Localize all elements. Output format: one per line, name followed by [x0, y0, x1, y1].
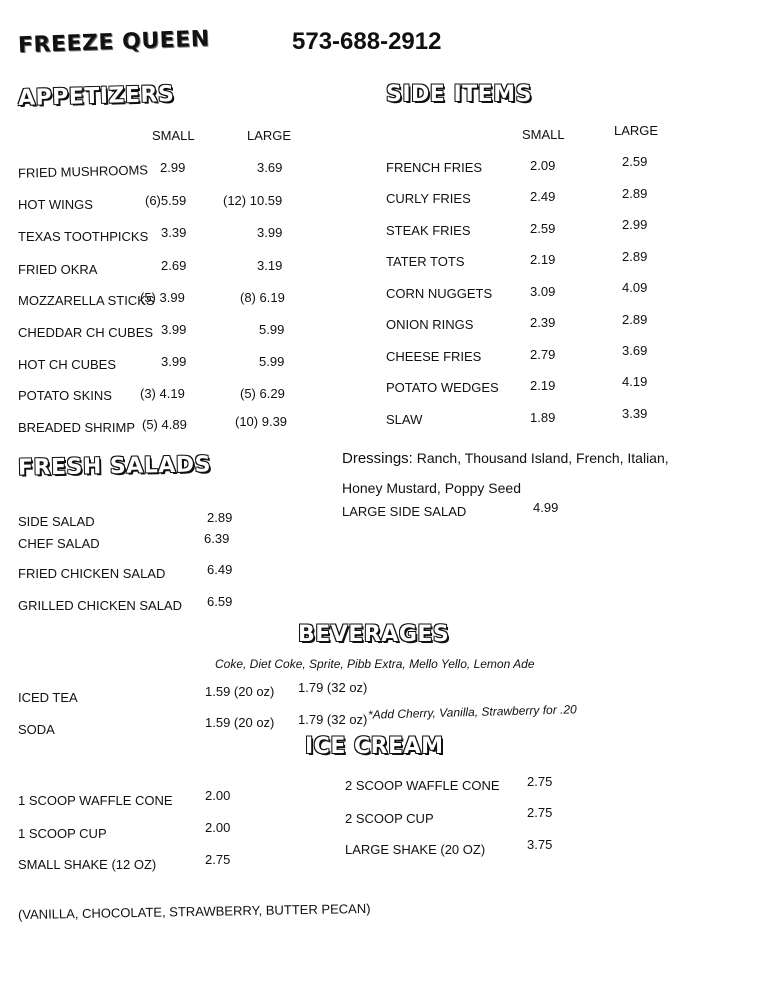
price-large: (10) 9.39	[235, 414, 288, 429]
price-small: 2.59	[530, 221, 556, 236]
price-small: 1.89	[530, 410, 556, 425]
price-large: 1.79 (32 oz)	[298, 680, 368, 695]
price-large: 2.59	[622, 154, 648, 169]
price-large: (8) 6.19	[240, 290, 285, 305]
price-small: 2.79	[530, 347, 556, 362]
side-items-title: SIDE ITEMS	[386, 82, 532, 107]
price-large: 5.99	[259, 322, 285, 337]
list-item: ICED TEA	[18, 690, 78, 705]
price-small: 2.69	[161, 258, 187, 273]
list-item: SLAW	[386, 412, 423, 427]
dressings-line-1	[342, 450, 669, 467]
price-small: (5) 4.89	[142, 417, 187, 432]
store-name: FREEZE QUEEN	[17, 26, 211, 59]
price-large: 3.69	[257, 160, 283, 175]
side-items-small-header: SMALL	[522, 127, 565, 142]
list-item: FRIED CHICKEN SALAD	[18, 566, 166, 581]
list-item: 1 SCOOP CUP	[18, 826, 107, 841]
price-small: 3.99	[161, 322, 187, 337]
list-item: 2 SCOOP WAFFLE CONE	[345, 778, 500, 793]
price-large: (5) 6.29	[240, 386, 285, 401]
price-small: 3.99	[161, 354, 187, 369]
fresh-salads-title: FRESH SALADS	[17, 452, 212, 481]
price: 6.49	[207, 562, 233, 577]
price-large: 3.69	[622, 343, 648, 358]
appetizers-large-header: LARGE	[247, 128, 292, 143]
price: 2.89	[207, 510, 233, 525]
ice-cream-flavors: (VANILLA, CHOCOLATE, STRAWBERRY, BUTTER PECAN)	[17, 900, 371, 923]
price-large: 2.89	[622, 186, 648, 201]
price: 6.59	[207, 594, 233, 609]
price-small: 2.99	[160, 160, 186, 175]
list-item: TATER TOTS	[386, 254, 465, 269]
list-item: CHEESE FRIES	[386, 349, 482, 364]
list-item: LARGE SHAKE (20 OZ)	[345, 842, 486, 857]
price-large: 4.09	[622, 280, 648, 295]
appetizers-title: APPETIZERS	[17, 81, 175, 112]
price-small: 1.59 (20 oz)	[205, 715, 275, 730]
list-item: SIDE SALAD	[18, 514, 95, 529]
price-small: 2.09	[530, 158, 556, 173]
list-item: FRIED OKRA	[18, 262, 98, 277]
price-large: 5.99	[259, 354, 285, 369]
price-large: 3.19	[257, 258, 283, 273]
soda-flavor-note: *Add Cherry, Vanilla, Strawberry for .20	[367, 702, 577, 722]
list-item: FRIED MUSHROOMS	[17, 162, 149, 181]
beverages-title: BEVERAGES	[298, 622, 450, 647]
list-item: FRENCH FRIES	[386, 160, 483, 175]
price-small: 2.39	[530, 315, 556, 330]
dressings-line-2: Honey Mustard, Poppy Seed	[342, 480, 521, 496]
list-item: BREADED SHRIMP	[18, 420, 136, 435]
phone-number: 573-688-2912	[292, 28, 442, 55]
list-item: 1 SCOOP WAFFLE CONE	[18, 793, 173, 808]
list-item: ONION RINGS	[386, 317, 474, 332]
price: 2.75	[205, 852, 231, 867]
price-small: 2.49	[530, 189, 556, 204]
list-item: HOT CH CUBES	[18, 357, 116, 372]
price-small: 3.09	[530, 284, 556, 299]
appetizers-small-header: SMALL	[152, 128, 195, 143]
price-small: (3) 4.19	[140, 386, 185, 401]
price-small: 2.19	[530, 378, 556, 393]
list-item: HOT WINGS	[18, 197, 93, 212]
list-item: CHEF SALAD	[18, 536, 100, 551]
list-item: CORN NUGGETS	[386, 286, 493, 301]
dressings-label: Dressings:	[342, 450, 413, 467]
list-item: CURLY FRIES	[386, 191, 471, 206]
list-item: MOZZARELLA STICKS	[18, 293, 155, 308]
price: 2.00	[205, 820, 231, 835]
side-items-large-header: LARGE	[614, 123, 659, 138]
price-large: 4.19	[622, 374, 648, 389]
price-small: (5) 3.99	[140, 290, 185, 305]
list-item: POTATO SKINS	[18, 388, 112, 403]
price: 2.75	[527, 805, 553, 820]
list-item: SODA	[18, 722, 55, 737]
price-large: 1.79 (32 oz)	[298, 712, 368, 727]
price: 3.75	[527, 837, 553, 852]
ice-cream-title: ICE CREAM	[305, 734, 444, 759]
price-large: 2.89	[622, 249, 648, 264]
large-side-salad: LARGE SIDE SALAD	[342, 504, 467, 519]
list-item: 2 SCOOP CUP	[345, 811, 434, 826]
dressings-options: Ranch, Thousand Island, French, Italian,	[416, 450, 669, 466]
list-item: SMALL SHAKE (12 OZ)	[18, 857, 157, 872]
price-large: 3.99	[257, 225, 283, 240]
price: 2.75	[527, 774, 553, 789]
list-item: GRILLED CHICKEN SALAD	[18, 598, 182, 613]
price: 2.00	[205, 788, 231, 803]
price-small: 3.39	[161, 225, 187, 240]
price-small: 2.19	[530, 252, 556, 267]
list-item: CHEDDAR CH CUBES	[18, 325, 154, 340]
price-large: 2.99	[622, 217, 648, 232]
price-large: (12) 10.59	[223, 193, 283, 208]
beverage-flavors: Coke, Diet Coke, Sprite, Pibb Extra, Mello Yello, Lemon Ade	[215, 657, 535, 671]
list-item: STEAK FRIES	[386, 223, 471, 238]
list-item: POTATO WEDGES	[386, 380, 499, 395]
list-item: TEXAS TOOTHPICKS	[18, 229, 149, 244]
large-side-salad-price: 4.99	[533, 500, 559, 515]
price: 6.39	[204, 531, 230, 546]
price-small: (6)5.59	[145, 193, 187, 208]
price-small: 1.59 (20 oz)	[205, 684, 275, 699]
price-large: 2.89	[622, 312, 648, 327]
price-large: 3.39	[622, 406, 648, 421]
